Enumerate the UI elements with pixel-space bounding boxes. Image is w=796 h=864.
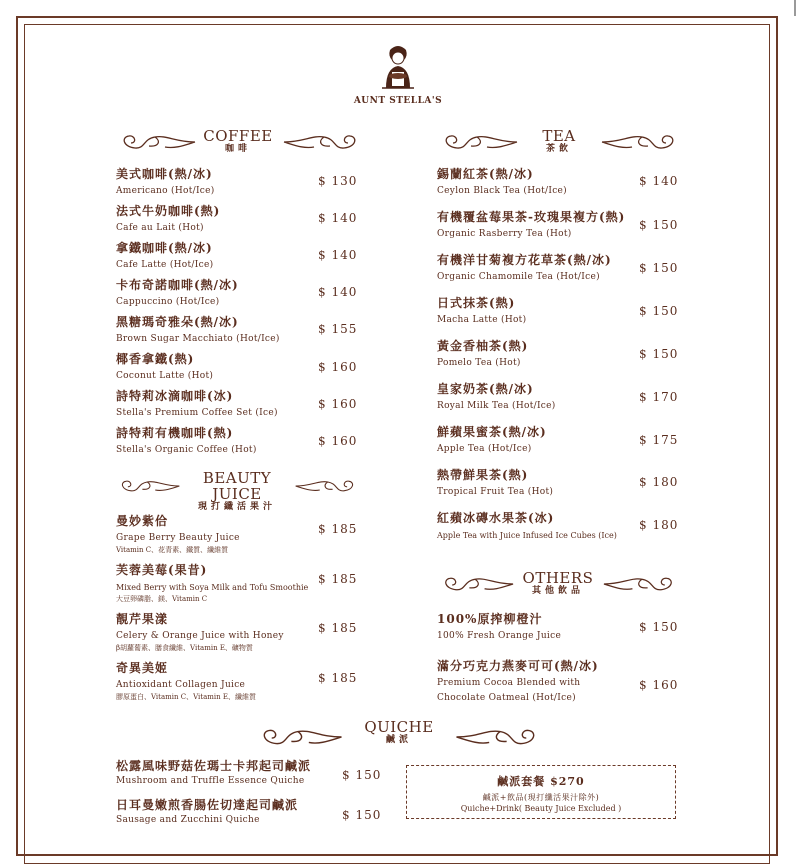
coffee-item	[116, 167, 215, 198]
item-name-en: Pomelo Tea (Hot)	[437, 358, 521, 368]
item-price: $ 160	[639, 678, 679, 692]
item-name-en: Mushroom and Truffle Essence Quiche	[116, 776, 305, 786]
item-name-zh: 椰香拿鐵(熱)	[116, 352, 195, 366]
others-title: OTHERS	[522, 569, 594, 587]
item-name-en: Americano (Hot/Ice)	[116, 186, 215, 196]
quiche-set-subtitle-en: Quiche+Drink( Beauty Juice Excluded )	[460, 804, 622, 813]
item-name-en: Mixed Berry with Soya Milk and Tofu Smoothie	[116, 583, 309, 592]
flourish-left-icon	[437, 131, 519, 153]
item-name-en: Cafe Latte (Hot/Ice)	[116, 260, 214, 270]
juice-header	[178, 470, 296, 513]
item-price: $ 140	[318, 211, 358, 225]
coffee-item	[116, 352, 213, 383]
item-nutrients: 大豆卵磷脂、鎂、Vitamin C	[116, 595, 208, 603]
item-price: $ 150	[639, 218, 679, 232]
juice-item	[116, 661, 256, 702]
item-name-en: Premium Cocoa Blended with	[437, 678, 581, 688]
tea-item	[437, 210, 625, 241]
item-name-zh: 黃金香柚茶(熱)	[437, 339, 529, 353]
quiche-title-zh: 鹹派	[385, 735, 412, 745]
tea-title-zh: 茶飲	[545, 144, 572, 154]
tea-item	[437, 468, 553, 499]
tea-item	[437, 339, 528, 370]
item-name-en: Macha Latte (Hot)	[437, 315, 527, 325]
item-name-en: Cafe au Lait (Hot)	[116, 223, 204, 233]
item-name-en: Organic Chamomile Tea (Hot/Ice)	[437, 272, 600, 282]
item-name-zh: 日耳曼嫩煎香腸佐切達起司鹹派	[116, 798, 299, 812]
item-price: $ 150	[342, 768, 382, 782]
juice-item	[116, 563, 308, 604]
item-nutrients: β胡蘿蔔素、膳食纖維、Vitamin E、礦物質	[116, 644, 253, 652]
item-price: $ 185	[318, 572, 358, 586]
item-name-zh: 曼妙紫佮	[116, 514, 169, 528]
item-name-zh: 靚芹果漾	[116, 612, 169, 626]
item-price: $ 140	[639, 174, 679, 188]
quiche-item	[116, 798, 298, 827]
quiche-set-subtitle: 鹹派+飲品(現打纖活果汁除外)	[482, 793, 600, 802]
item-name-zh: 皇家奶茶(熱/冰)	[437, 382, 534, 396]
item-price: $ 185	[318, 522, 358, 536]
juice-item	[116, 514, 240, 555]
item-name-en: Apple Tea with Juice Infused Ice Cubes (Ice)	[437, 531, 617, 540]
item-nutrients: 膠原蛋白、Vitamin C、Vitamin E、纖維質	[116, 693, 256, 701]
tea-item	[437, 382, 556, 413]
aunt-stella-logo-icon	[378, 42, 418, 92]
flourish-left-icon	[252, 725, 346, 749]
others-item	[437, 659, 599, 705]
item-price: $ 140	[318, 248, 358, 262]
item-name-zh: 有機洋甘菊複方花草茶(熱/冰)	[437, 253, 612, 267]
coffee-item	[116, 278, 239, 309]
item-name-en: Apple Tea (Hot/Ice)	[437, 444, 532, 454]
item-price: $ 160	[318, 360, 358, 374]
flourish-right-icon	[282, 131, 364, 153]
coffee-title-zh: 咖啡	[224, 144, 251, 154]
tea-item	[437, 296, 526, 327]
item-name-en: Stella's Premium Coffee Set (Ice)	[116, 408, 278, 418]
tea-item	[437, 167, 567, 198]
juice-title: BEAUTY JUICE	[202, 469, 272, 503]
item-name-en: Coconut Latte (Hot)	[116, 371, 214, 381]
item-name-en: Royal Milk Tea (Hot/Ice)	[437, 401, 556, 411]
others-header	[514, 570, 602, 597]
item-name-zh: 拿鐵咖啡(熱/冰)	[116, 241, 213, 255]
item-price: $ 160	[318, 397, 358, 411]
item-name-zh: 卡布奇諾咖啡(熱/冰)	[116, 278, 239, 292]
others-item	[437, 612, 561, 643]
item-name-zh: 黑糖瑪奇雅朵(熱/冰)	[116, 315, 239, 329]
item-price: $ 150	[639, 261, 679, 275]
item-name-zh: 滿分巧克力燕麥可可(熱/冰)	[437, 659, 599, 673]
quiche-header	[346, 719, 452, 746]
item-name-zh: 松露風味野菇佐瑪士卡邦起司鹹派	[116, 759, 312, 773]
quiche-set-box	[406, 765, 676, 819]
item-name-zh: 100%原搾柳橙汁	[437, 612, 543, 626]
item-name-en: Sausage and Zucchini Quiche	[116, 815, 260, 825]
item-price: $ 175	[639, 433, 679, 447]
flourish-left-icon	[115, 476, 181, 496]
item-name-zh: 奇異美姬	[116, 661, 169, 675]
item-name-en: Cappuccino (Hot/Ice)	[116, 297, 220, 307]
tea-item	[437, 511, 617, 542]
juice-title-zh: 現打纖活果汁	[197, 502, 276, 512]
coffee-item	[116, 204, 220, 235]
item-name-zh: 日式抹茶(熱)	[437, 296, 516, 310]
item-price: $ 160	[318, 434, 358, 448]
coffee-header	[195, 128, 281, 155]
flourish-left-icon	[437, 573, 515, 595]
quiche-item	[116, 759, 311, 788]
item-name-zh: 詩特莉冰滴咖啡(冰)	[116, 389, 234, 403]
item-name-en: Brown Sugar Macchiato (Hot/Ice)	[116, 334, 280, 344]
coffee-title: COFFEE	[203, 127, 273, 145]
quiche-set-title: 鹹派套餐 $270	[497, 775, 585, 788]
item-name-zh: 紅蘋冰磚水果茶(冰)	[437, 511, 555, 525]
juice-item	[116, 612, 284, 653]
others-title-zh: 其他飲品	[531, 586, 584, 596]
brand-name: AUNT STELLA'S	[353, 96, 443, 106]
item-name-zh: 有機覆盆莓果茶-玫瑰果複方(熱)	[437, 210, 626, 224]
item-price: $ 180	[639, 475, 679, 489]
tea-title: TEA	[542, 127, 576, 145]
item-name-en: 100% Fresh Orange Juice	[437, 631, 562, 641]
item-price: $ 140	[318, 285, 358, 299]
flourish-left-icon	[115, 131, 197, 153]
item-name-zh: 鮮蘋果蜜茶(熱/冰)	[437, 425, 547, 439]
tea-header	[518, 128, 600, 155]
item-price: $ 180	[639, 518, 679, 532]
item-name-zh: 詩特莉有機咖啡(熱)	[116, 426, 234, 440]
coffee-item	[116, 315, 280, 346]
item-name-zh: 錫蘭紅茶(熱/冰)	[437, 167, 534, 181]
flourish-right-icon	[602, 573, 680, 595]
tea-item	[437, 425, 547, 456]
item-price: $ 170	[639, 390, 679, 404]
item-name-en: Celery & Orange Juice with Honey	[116, 631, 284, 641]
item-name-en: Grape Berry Beauty Juice	[116, 533, 240, 543]
item-name-zh: 熱帶鮮果茶(熱)	[437, 468, 529, 482]
item-name-en: Tropical Fruit Tea (Hot)	[437, 487, 554, 497]
item-price: $ 150	[342, 808, 382, 822]
item-price: $ 150	[639, 304, 679, 318]
flourish-right-icon	[452, 725, 546, 749]
item-nutrients: Vitamin C、花青素、鐵質、纖維質	[116, 546, 229, 554]
item-price: $ 185	[318, 621, 358, 635]
item-name-en: Organic Rasberry Tea (Hot)	[437, 229, 572, 239]
item-name-en-line2: Chocolate Oatmeal (Hot/Ice)	[437, 693, 576, 703]
item-price: $ 150	[639, 620, 679, 634]
flourish-right-icon	[294, 476, 360, 496]
item-price: $ 150	[639, 347, 679, 361]
item-price: $ 130	[318, 174, 358, 188]
coffee-item	[116, 426, 257, 457]
item-price: $ 185	[318, 671, 358, 685]
item-price: $ 155	[318, 322, 358, 336]
tea-item	[437, 253, 612, 284]
coffee-item	[116, 241, 213, 272]
item-name-en: Stella's Organic Coffee (Hot)	[116, 445, 257, 455]
coffee-item	[116, 389, 278, 420]
item-name-zh: 法式牛奶咖啡(熱)	[116, 204, 221, 218]
item-name-zh: 美式咖啡(熱/冰)	[116, 167, 213, 181]
item-name-en: Ceylon Black Tea (Hot/Ice)	[437, 186, 567, 196]
quiche-title: QUICHE	[364, 718, 434, 736]
item-name-zh: 芙蓉美莓(果昔)	[116, 563, 208, 577]
flourish-right-icon	[600, 131, 682, 153]
item-name-en: Antioxidant Collagen Juice	[116, 680, 246, 690]
